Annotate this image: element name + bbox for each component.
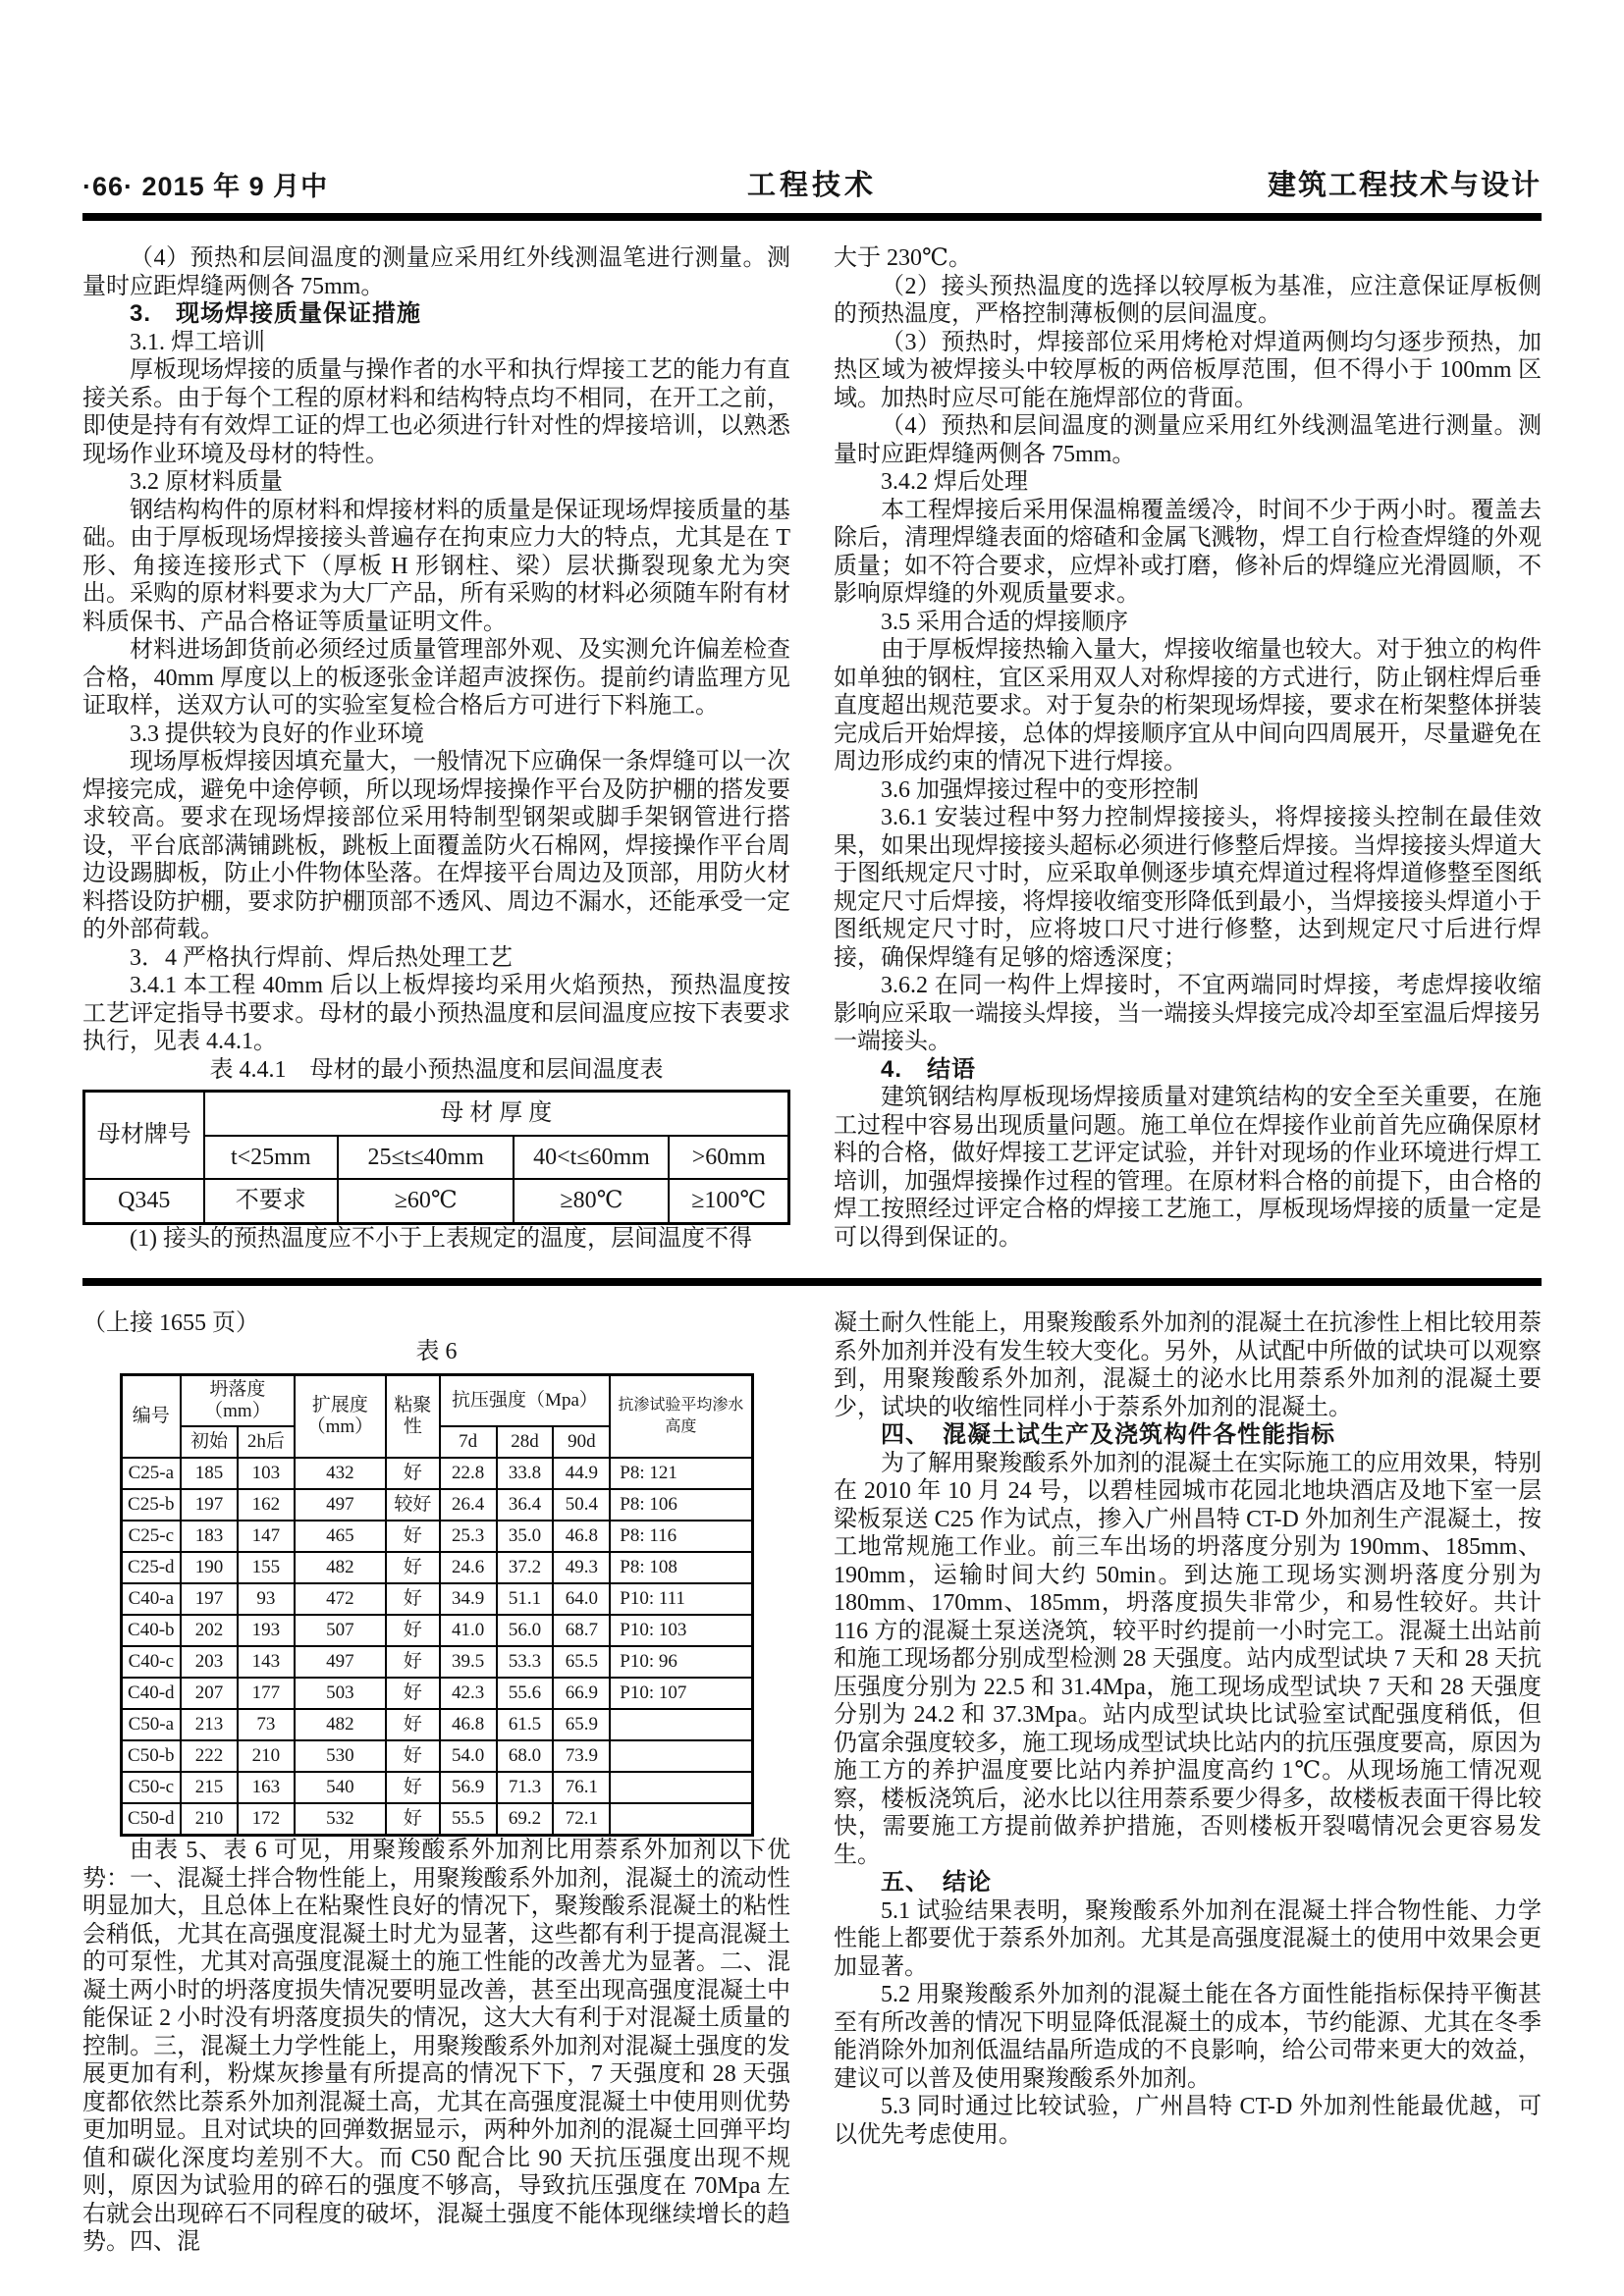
cell-cohesion: 好 [386,1552,440,1583]
para-conclusion-welding: 建筑钢结构厚板现场焊接质量对建筑结构的安全至关重要，在施工过程中容易出现质量问题。施工单位在焊接作业前首先应确保原材料的合格，做好焊接工艺评定试验，并针对现场的作业环境进行焊工培训，加强焊接操作过程的管理。在原材料合格的前提下，由合格的焊工按照经过评定合格的焊接工艺施工，厚板现场焊接的质量一定是可以得到保证的。 [834,1085,1542,1251]
para-note-1: (1) 接头的预热温度应不小于上表规定的温度，层间温度不得 [130,1225,752,1252]
cell-90d: 46.8 [553,1521,610,1552]
table-row [121,1615,752,1646]
cell-7d: 42.3 [440,1678,497,1709]
cell-slump-2h: 177 [238,1678,295,1709]
cell-cohesion: 好 [386,1678,440,1709]
cell-mix-id: C40-b [121,1615,181,1646]
cell-cohesion: 好 [386,1646,440,1678]
col-header-base-metal-thickness: 母 材 厚 度 [204,1092,789,1136]
page-header [82,0,1542,203]
para-table-comparison: 由表 5、表 6 可见，用聚羧酸系外加剂比用萘系外加剂以下优势：一、混凝土拌合物性能上，用聚羧酸系外加剂，混凝土的流动性明显加大，且总体上在粘聚性良好的情况下，聚羧酸系混凝土的粘性会稍低，尤其在高强度混凝土时尤为显著，这些都有利于提高混凝土的可泵性，尤其对高强度混凝土的施工性能的改善尤为显著。二、混凝土两小时的坍落度损失情况要明显改善，甚至出现高强度混凝土中能保证 2 小时没有坍落度损失的情况，这大大有利于对混凝土质量的控制。三，混凝土力学性能上，用聚羧酸系外加剂对混凝土强度的发展更加有利，粉煤灰掺量有所提高的情况下下，7 天强度和 28 天强度都依然比萘系外加剂混凝土高，尤其在高强度混凝土中使用则优势更加明显。且对试块的回弹数据显示，两种外加剂的混凝土回弹平均值和碳化深度均差别不大。而 C50 配合比 90 天抗压强度出现不规则，原因为试验用的碎石的强度不够高，导致抗压强度在 70Mpa 左右就会出现碎石不同程度的破坏，混凝土强度不能体现继续增长的趋势。四、混 [82,1838,790,2255]
cell-7d: 26.4 [440,1489,497,1521]
para-durability-continuation: 凝土耐久性能上，用聚羧酸系外加剂的混凝土在抗渗性上相比较用萘系外加剂并没有发生较大变化。另外，从试配中所做的试块可以观察到，用聚羧酸系外加剂，混凝土的泌水比用萘系外加剂的混凝土要少，试块的收缩性同样小于萘系外加剂的混凝土。 [834,1310,1542,1420]
cell-slump-2h: 147 [238,1521,295,1552]
table-441-caption: 表 4.4.1 母材的最小预热温度和层间温度表 [209,1056,664,1083]
bottom-article [82,1309,1542,2257]
journal-title: 建筑工程技术与设计 [1267,170,1542,201]
para-continuation-230: 大于 230℃。 [834,245,972,271]
cell-slump-initial: 213 [181,1709,238,1740]
col-header-t40-60: 40<t≤60mm [514,1136,669,1180]
col-header-28d: 28d [497,1426,554,1458]
heading-3-6: 3.6 加强焊接过程中的变形控制 [881,776,1199,803]
cell-mix-id: C50-d [121,1803,181,1836]
cell-permeability: P10: 103 [610,1615,752,1646]
top-left-column [82,244,790,1253]
cell-mix-id: C25-a [121,1458,181,1489]
cell-7d: 34.9 [440,1583,497,1615]
cell-slump-initial: 197 [181,1583,238,1615]
cell-mix-id: C50-a [121,1709,181,1740]
col-header-t25-40: 25≤t≤40mm [338,1136,514,1180]
table-row [121,1489,752,1521]
table-row [121,1740,752,1772]
para-note-2: （2）接头预热温度的选择以较厚板为基准，应注意保证厚板侧的预热温度，严格控制薄板侧的层间温度。 [834,273,1542,327]
cell-spread: 482 [295,1552,386,1583]
para-trial-production: 为了解用聚羧酸系外加剂的混凝土在实际施工的应用效果，特别在 2010 年 10 月 24 号，以碧桂园城市花园北地块酒店及地下室一层梁板泵送 C25 作为试点，掺入广州昌特 CT-D 外加剂生产混凝土，按工地常规施工作业。前三车出场的坍落度分别为 190mm、185mm、190mm，运输时间大约 50min。到达施工现场实测坍落度分别为 180mm、170mm、185mm，坍落度损失非常少，和易性较好。共计 116 方的混凝土泵送浇筑，较平时约提前一小时完工。混凝土出站前和施工现场都分别成型检测 28 天强度。站内成型试块 7 天和 28 天抗压强度分别为 22.5 和 31.4Mpa，施工现场成型试块 7 天和 28 天强度分别为 24.2 和 37.3Mpa。站内成型试块比试验室试配强度稍低，但仍富余强度较多，施工现场成型试块比站内的抗压强度要高，原因为施工方的养护温度要比站内养护温度高约 1℃。从现场施工情况观察，楼板浇筑后，泌水比以往用萘系要少得多，故楼板表面干得比较快，需要施工方提前做养护措施，否则楼板开裂噶情况会更容易发生。 [834,1450,1542,1868]
cell-spread: 530 [295,1740,386,1772]
col-header-t60: >60mm [669,1136,788,1180]
bottom-left-column [82,1309,790,2257]
cell-spread: 497 [295,1489,386,1521]
heading-section-five: 五、 结论 [881,1869,992,1896]
cell-slump-initial: 197 [181,1489,238,1521]
cell-28d: 55.6 [497,1678,554,1709]
cell-90d: 72.1 [553,1803,610,1836]
cell-permeability: P8: 108 [610,1552,752,1583]
col-header-90d: 90d [553,1426,610,1458]
heading-3-4: 3．4 严格执行焊前、焊后热处理工艺 [130,944,513,971]
para-preheat-measurement: （4）预热和层间温度的测量应采用红外线测温笔进行测量。测量时应距焊缝两侧各 75mm。 [82,245,790,299]
cell-7d: 56.9 [440,1772,497,1803]
cell-90d: 65.9 [553,1709,610,1740]
cell-cohesion: 好 [386,1615,440,1646]
cell-cohesion: 好 [386,1772,440,1803]
cell-slump-2h: 210 [238,1740,295,1772]
heading-section-4: 4. 结语 [881,1055,977,1083]
heading-section-3: 3. 现场焊接质量保证措施 [130,300,422,327]
para-conclusion-5-3: 5.3 同时通过比较试验，广州昌特 CT-D 外加剂性能最优越，可以优先考虑使用。 [834,2094,1542,2148]
cell-90d: 49.3 [553,1552,610,1583]
para-3-6-2: 3.6.2 在同一构件上焊接时，不宜两端同时焊接，考虑焊接收缩影响应采取一端接头焊接，当一端接头焊接完成冷却至室温后焊接另一端接头。 [834,973,1542,1054]
col-header-id: 编号 [121,1375,181,1459]
cell-spread: 482 [295,1709,386,1740]
heading-3-3: 3.3 提供较为良好的作业环境 [130,721,424,747]
para-conclusion-5-1: 5.1 试验结果表明，聚羧酸系外加剂在混凝土拌合物性能、力学性能上都要优于萘系外加剂。尤其是高强度混凝土的使用中效果会更加显著。 [834,1897,1542,1980]
cell-90d: 50.4 [553,1489,610,1521]
top-right-column [834,244,1542,1253]
cell-permeability: P10: 96 [610,1646,752,1678]
para-welder-training: 厚板现场焊接的质量与操作者的水平和执行焊接工艺的能力有直接关系。由于每个工程的原材料和结构特点均不相同，在开工之前，即使是持有有效焊工证的焊工也必须进行针对性的焊接培训，以熟悉现场作业环境及母材的特性。 [82,357,790,467]
table-preheat-temperature [82,1090,790,1225]
cell-90d: 66.9 [553,1678,610,1709]
cell-7d: 24.6 [440,1552,497,1583]
cell-slump-2h: 93 [238,1583,295,1615]
cell-28d: 37.2 [497,1552,554,1583]
cell-90d: 65.5 [553,1646,610,1678]
cell-28d: 35.0 [497,1521,554,1552]
cell-90d: 68.7 [553,1615,610,1646]
heading-3-2: 3.2 原材料质量 [130,469,283,495]
para-note-4: （4）预热和层间温度的测量应采用红外线测温笔进行测量。测量时应距焊缝两侧各 75mm。 [834,413,1542,467]
cell-7d: 55.5 [440,1803,497,1836]
cell-mix-id: C25-b [121,1489,181,1521]
cell-7d: 25.3 [440,1521,497,1552]
col-header-7d: 7d [440,1426,497,1458]
cell-slump-2h: 103 [238,1458,295,1489]
cell-28d: 69.2 [497,1803,554,1836]
col-header-spread: 扩展度（mm） [295,1375,386,1459]
cell-spread: 532 [295,1803,386,1836]
cell-slump-2h: 73 [238,1709,295,1740]
cell-28d: 33.8 [497,1458,554,1489]
cell-slump-initial: 190 [181,1552,238,1583]
cell-cohesion: 好 [386,1458,440,1489]
col-header-strength: 抗压强度（Mpa） [440,1375,611,1427]
cell-spread: 503 [295,1678,386,1709]
cell-permeability: P8: 106 [610,1489,752,1521]
cell-90d: 64.0 [553,1583,610,1615]
para-note-3: （3）预热时，焊接部位采用烤枪对焊道两侧均匀逐步预热，加热区域为被焊接头中较厚板的两倍板厚范围，但不得小于 100mm 区域。加热时应尽可能在施焊部位的背面。 [834,329,1542,411]
cell-mix-id: C40-c [121,1646,181,1678]
cell-cohesion: 好 [386,1521,440,1552]
cell-28d: 71.3 [497,1772,554,1803]
cell-90d: 44.9 [553,1458,610,1489]
cell-spread: 472 [295,1583,386,1615]
para-post-weld: 本工程焊接后采用保温棉覆盖缓冷，时间不少于两小时。覆盖去除后，清理焊缝表面的熔碴和金属飞溅物，焊工自行检查焊缝的外观质量；如不符合要求，应焊补或打磨，修补后的焊缝应光滑圆顺，不影响原焊缝的外观质量要求。 [834,497,1542,607]
top-article [82,244,1542,1253]
cell-7d: 54.0 [440,1740,497,1772]
cell-slump-2h: 143 [238,1646,295,1678]
heading-3-4-2: 3.4.2 焊后处理 [881,469,1028,495]
cell-slump-2h: 162 [238,1489,295,1521]
para-material-inspection: 材料进场卸货前必须经过质量管理部外观、及实测允许偏差检查合格，40mm 厚度以上的板逐张金详超声波探伤。提前约请监理方见证取样，送双方认可的实验室复检合格后方可进行下料施工。 [82,637,790,719]
cell-permeability: P10: 111 [610,1583,752,1615]
cell-mix-id: C50-c [121,1772,181,1803]
table-6-caption: 表 6 [415,1338,458,1364]
table-row [121,1458,752,1489]
table-row [121,1552,752,1583]
cell-slump-initial: 183 [181,1521,238,1552]
heading-3-5: 3.5 采用合适的焊接顺序 [881,609,1128,635]
cell-28d: 51.1 [497,1583,554,1615]
cell-mix-id: C40-d [121,1678,181,1709]
cell-permeability [610,1772,752,1803]
table-row [121,1583,752,1615]
table-row [84,1179,789,1223]
cell-grade: Q345 [84,1179,204,1223]
cell-90d: 73.9 [553,1740,610,1772]
cell-slump-initial: 222 [181,1740,238,1772]
para-3-6-1: 3.6.1 安装过程中努力控制焊接接头，将焊接接头控制在最佳效果，如果出现焊接接头超标必须进行修整后焊接。当焊接接头焊道大于图纸规定尺寸时，应采取单侧逐步填充焊道过程将焊道修整至图纸规定尺寸后焊接，将焊接收缩变形降低到最小，当焊接接头焊道小于图纸规定尺寸时，应将坡口尺寸进行修整，达到规定尺寸后进行焊接，确保焊缝有足够的熔透深度； [834,805,1542,971]
cell-slump-initial: 215 [181,1772,238,1803]
cell-slump-2h: 172 [238,1803,295,1836]
cell-spread: 465 [295,1521,386,1552]
para-raw-material: 钢结构构件的原材料和焊接材料的质量是保证现场焊接质量的基础。由于厚板现场焊接接头普遍存在拘束应力大的特点，尤其是在 T 形、角接连接形式下（厚板 H 形钢柱、梁）层状撕裂现象尤为突出。采购的原材料要求为大厂产品，所有采购的材料必须随车附有材料质保书、产品合格证等质量证明文件。 [82,497,790,635]
col-header-slump-2h: 2h后 [238,1426,295,1458]
cell-t60: ≥100℃ [669,1179,788,1223]
para-flame-preheat: 3.4.1 本工程 40mm 后以上板焊接均采用火焰预热，预热温度按工艺评定指导书要求。母材的最小预热温度和层间温度应按下表要求执行，见表 4.4.1。 [82,973,790,1054]
cell-cohesion: 好 [386,1583,440,1615]
cell-mix-id: C40-a [121,1583,181,1615]
continuation-note: （上接 1655 页） [82,1310,259,1336]
cell-cohesion: 好 [386,1803,440,1836]
section-title: 工程技术 [746,170,877,201]
cell-permeability: P10: 107 [610,1678,752,1709]
page-number-date: ·66· 2015 年 9 月中 [82,172,329,201]
cell-permeability: P8: 116 [610,1521,752,1552]
cell-slump-2h: 163 [238,1772,295,1803]
cell-t40-60: ≥80℃ [514,1179,669,1223]
cell-mix-id: C25-c [121,1521,181,1552]
cell-spread: 540 [295,1772,386,1803]
cell-28d: 68.0 [497,1740,554,1772]
cell-28d: 36.4 [497,1489,554,1521]
para-weld-sequence: 由于厚板焊接热输入量大，焊接收缩量也较大。对于独立的构件如单独的钢柱，宜区采用双人对称焊接的方式进行，防止钢柱焊后垂直度超出规范要求。对于复杂的桁架现场焊接，要求在桁架整体拼装完成后开始焊接，总体的焊接顺序宜从中间向四周展开，尽量避免在周边形成约束的情况下进行焊接。 [834,637,1542,774]
cell-spread: 432 [295,1458,386,1489]
cell-slump-initial: 203 [181,1646,238,1678]
heading-section-four: 四、 混凝土试生产及浇筑构件各性能指标 [881,1421,1335,1448]
table-row [121,1646,752,1678]
col-header-cohesion: 粘聚性 [386,1375,440,1459]
cell-spread: 507 [295,1615,386,1646]
col-header-base-metal-grade: 母材牌号 [84,1092,204,1180]
cell-slump-2h: 193 [238,1615,295,1646]
cell-28d: 61.5 [497,1709,554,1740]
cell-90d: 76.1 [553,1772,610,1803]
para-work-environment: 现场厚板焊接因填充量大，一般情况下应确保一条焊缝可以一次焊接完成，避免中途停顿，所以现场焊接操作平台及防护棚的搭发要求较高。要求在现场焊接部位采用特制型钢架或脚手架钢管进行搭设，平台底部满铺跳板，跳板上面覆盖防火石棉网，焊接操作平台周边设踢脚板，防止小件物体坠落。在焊接平台周边及顶部，用防火材料搭设防护棚，要求防护棚顶部不透风、周边不漏水，还能承受一定的外部荷载。 [82,749,790,942]
cell-cohesion: 好 [386,1740,440,1772]
cell-permeability [610,1740,752,1772]
cell-7d: 46.8 [440,1709,497,1740]
cell-cohesion: 好 [386,1709,440,1740]
cell-28d: 53.3 [497,1646,554,1678]
col-header-slump-initial: 初始 [181,1426,238,1458]
col-header-permeability: 抗渗试验平均渗水高度 [610,1375,752,1459]
cell-cohesion: 较好 [386,1489,440,1521]
table-row [121,1521,752,1552]
table-row [121,1803,752,1836]
header-rule [82,213,1542,221]
heading-3-1: 3.1. 焊工培训 [130,329,265,355]
cell-slump-initial: 210 [181,1803,238,1836]
table-row [121,1678,752,1709]
col-header-slump: 坍落度（mm） [181,1375,295,1427]
table-row [121,1709,752,1740]
para-conclusion-5-2: 5.2 用聚羧酸系外加剂的混凝土能在各方面性能指标保持平衡甚至有所改善的情况下明显降低混凝土的成本，节约能源、尤其在冬季能消除外加剂低温结晶所造成的不良影响，给公司带来更大的效益，建议可以普及使用聚羧酸系外加剂。 [834,1982,1542,2092]
cell-7d: 22.8 [440,1458,497,1489]
cell-7d: 39.5 [440,1646,497,1678]
cell-slump-initial: 185 [181,1458,238,1489]
table-concrete-mix-results [120,1373,754,1837]
cell-spread: 497 [295,1646,386,1678]
cell-slump-initial: 207 [181,1678,238,1709]
cell-t25: 不要求 [204,1179,338,1223]
cell-7d: 41.0 [440,1615,497,1646]
section-divider-rule [82,1278,1542,1286]
cell-mix-id: C50-b [121,1740,181,1772]
bottom-right-column [834,1309,1542,2257]
cell-t25-40: ≥60℃ [338,1179,514,1223]
cell-permeability [610,1803,752,1836]
cell-mix-id: C25-d [121,1552,181,1583]
cell-permeability: P8: 121 [610,1458,752,1489]
cell-28d: 56.0 [497,1615,554,1646]
journal-page [82,0,1542,2257]
col-header-t25: t<25mm [204,1136,338,1180]
cell-slump-2h: 155 [238,1552,295,1583]
cell-permeability [610,1709,752,1740]
table-6-header [121,1375,752,1459]
cell-slump-initial: 202 [181,1615,238,1646]
table-row [121,1772,752,1803]
table-6-body [121,1458,752,1836]
